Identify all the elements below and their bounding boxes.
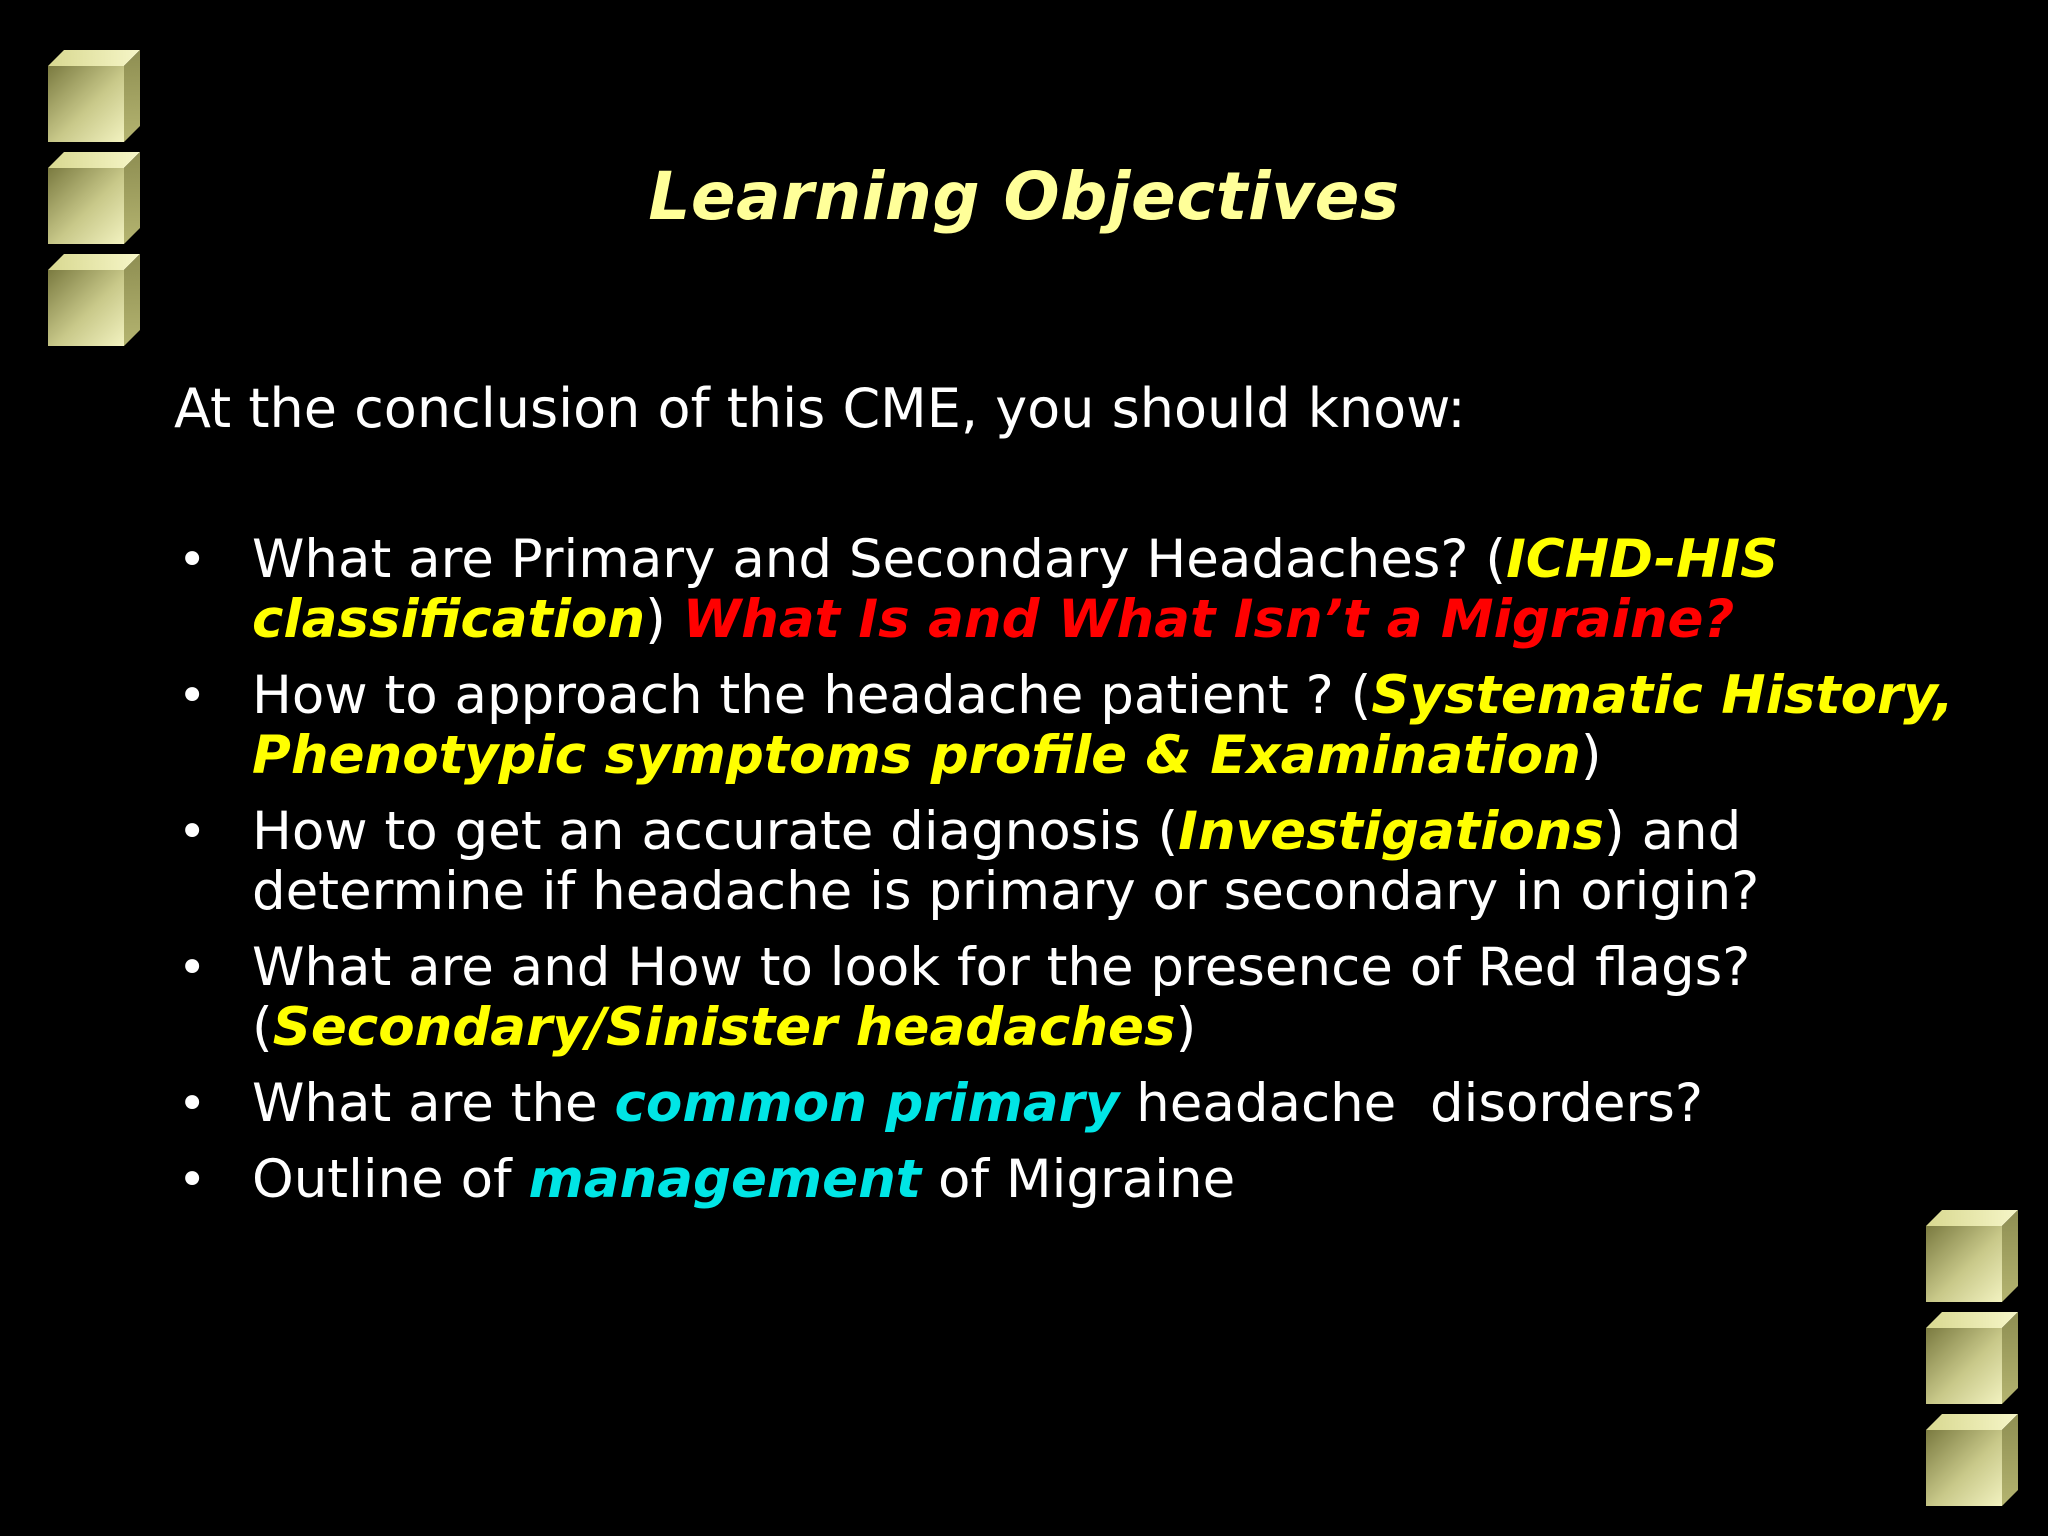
objective-item <box>174 530 1874 650</box>
objective-line <box>252 726 1874 786</box>
objective-line <box>252 862 1874 922</box>
objective-text: headache disorders? <box>1119 1073 1704 1134</box>
objective-line <box>252 665 1954 726</box>
objective-line <box>252 530 1874 590</box>
objective-text: ) and <box>1604 801 1742 862</box>
cube-icon <box>48 50 140 142</box>
objective-emphasis-cyan: common primary <box>614 1073 1120 1134</box>
objective-line <box>252 938 1874 998</box>
objective-text: ) <box>645 589 683 650</box>
objective-text: What are and How to look for the presence of Red flags? <box>252 937 1751 998</box>
bullet-icon: • <box>178 532 207 588</box>
cube-icon <box>1926 1312 2018 1404</box>
objective-emphasis-cyan: management <box>528 1149 922 1210</box>
objective-text: What are the <box>252 1073 615 1134</box>
objective-text: of Migraine <box>921 1149 1236 1210</box>
objective-text: determine if headache is primary or secondary in origin? <box>252 861 1760 922</box>
objective-emphasis: Secondary/Sinister headaches <box>272 997 1176 1058</box>
objective-item <box>174 938 1874 1058</box>
objective-line <box>252 998 1874 1058</box>
bullet-icon: • <box>178 1076 207 1132</box>
objective-emphasis-red: What Is and What Isn’t a Migraine? <box>682 589 1735 650</box>
objective-text: Outline of <box>252 1149 529 1210</box>
objective-line <box>252 1074 1874 1134</box>
objective-text: ) <box>1175 997 1197 1058</box>
objective-line <box>252 590 1874 650</box>
objective-text: ) <box>1580 725 1602 786</box>
objective-emphasis: Systematic History, <box>1371 665 1954 726</box>
bullet-icon: • <box>178 940 207 996</box>
objective-item <box>174 665 1954 786</box>
objective-text: What are Primary and Secondary Headaches? ( <box>252 529 1507 590</box>
cube-icon <box>48 254 140 346</box>
intro-text: At the conclusion of this CME, you should know: <box>174 377 1466 440</box>
objective-item <box>174 1150 1874 1210</box>
bullet-icon: • <box>178 1152 207 1208</box>
objective-text: ( <box>252 997 273 1058</box>
objective-text: How to approach the headache patient ? ( <box>252 665 1372 726</box>
cube-icon <box>1926 1210 2018 1302</box>
bullet-icon: • <box>178 804 207 860</box>
objective-text: How to get an accurate diagnosis ( <box>252 801 1179 862</box>
slide-title: Learning Objectives <box>648 158 1400 235</box>
objective-emphasis: Phenotypic symptoms profile & Examination <box>252 725 1581 786</box>
bottom-right-cube-stack <box>1926 1210 2018 1516</box>
objective-item <box>174 802 1874 922</box>
bullet-icon: • <box>178 668 207 724</box>
objective-emphasis: Investigations <box>1178 801 1605 862</box>
objective-item <box>174 1074 1874 1134</box>
objectives-list <box>174 529 1954 1226</box>
objective-line <box>252 1150 1874 1210</box>
objective-emphasis: classification <box>252 589 646 650</box>
cube-icon <box>1926 1414 2018 1506</box>
objective-line <box>252 802 1874 862</box>
objective-emphasis: ICHD-HIS <box>1506 529 1779 590</box>
